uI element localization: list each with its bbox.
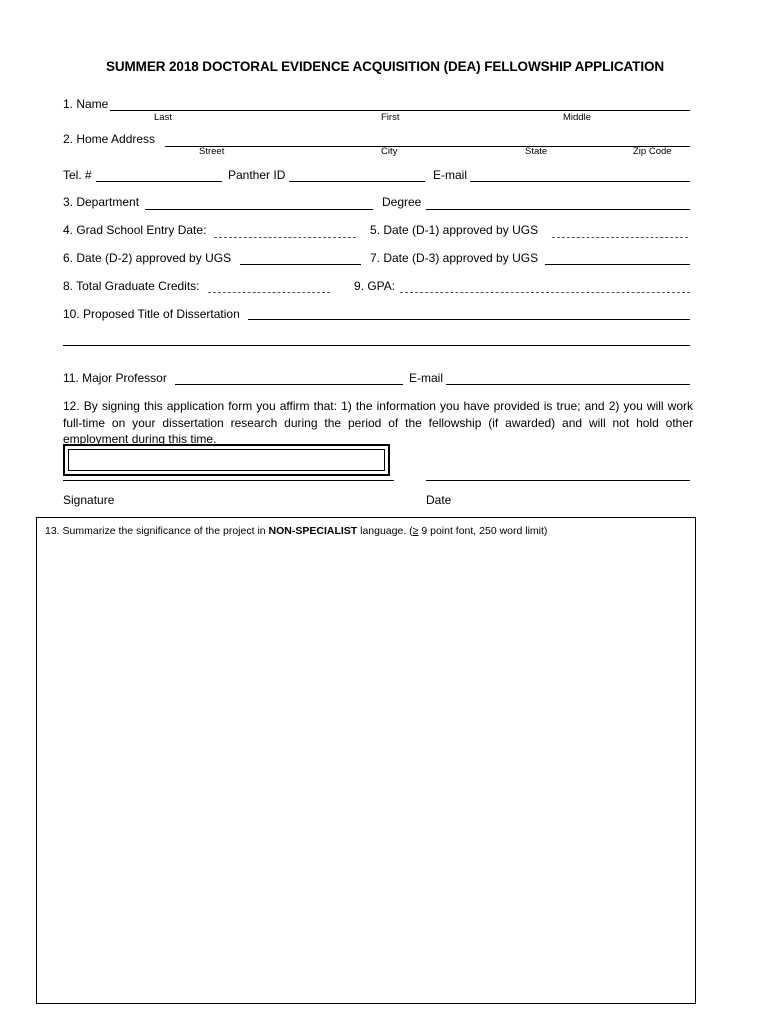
- name-field[interactable]: [110, 96, 690, 111]
- tel-label: Tel. #: [63, 168, 92, 182]
- email-field[interactable]: [470, 167, 690, 182]
- first-name-caption: First: [381, 112, 400, 123]
- d1-date-field[interactable]: [552, 237, 688, 238]
- street-caption: Street: [199, 146, 225, 157]
- date-label: Date: [426, 493, 452, 507]
- form-title: SUMMER 2018 DOCTORAL EVIDENCE ACQUISITION (DEA) FELLOWSHIP APPLICATION: [105, 59, 665, 74]
- date-line[interactable]: [426, 480, 690, 481]
- major-professor-field[interactable]: [175, 370, 403, 385]
- d3-date-field[interactable]: [545, 250, 690, 265]
- last-name-caption: Last: [154, 112, 172, 123]
- degree-label: Degree: [382, 195, 422, 209]
- signature-line: [63, 480, 394, 481]
- tel-field[interactable]: [96, 167, 222, 182]
- signature-label: Signature: [63, 493, 115, 507]
- city-caption: City: [381, 146, 398, 157]
- zip-code-caption: Zip Code: [633, 146, 672, 157]
- gpa-label: 9. GPA:: [354, 279, 396, 293]
- name-label: 1. Name: [63, 97, 109, 111]
- gpa-field[interactable]: [400, 292, 690, 293]
- panther-id-label: Panther ID: [228, 168, 286, 182]
- signature-box[interactable]: [63, 444, 390, 476]
- state-caption: State: [525, 146, 548, 157]
- home-address-label: 2. Home Address: [63, 132, 156, 146]
- summary-box[interactable]: [36, 517, 696, 1004]
- department-field[interactable]: [145, 195, 373, 210]
- email-label: E-mail: [433, 168, 468, 182]
- department-label: 3. Department: [63, 195, 140, 209]
- middle-name-caption: Middle: [563, 112, 591, 123]
- credits-field[interactable]: [208, 292, 330, 293]
- professor-email-label: E-mail: [409, 371, 444, 385]
- credits-label: 8. Total Graduate Credits:: [63, 279, 200, 293]
- dissertation-title-label: 10. Proposed Title of Dissertation: [63, 307, 240, 321]
- dissertation-title-field[interactable]: [248, 305, 690, 320]
- d2-date-field[interactable]: [240, 250, 361, 265]
- d1-date-label: 5. Date (D-1) approved by UGS: [370, 223, 539, 237]
- major-professor-label: 11. Major Professor: [63, 371, 167, 385]
- degree-field[interactable]: [426, 195, 690, 210]
- home-address-field[interactable]: [165, 132, 690, 147]
- d2-date-label: 6. Date (D-2) approved by UGS: [63, 251, 232, 265]
- professor-email-field[interactable]: [446, 370, 690, 385]
- entry-date-label: 4. Grad School Entry Date:: [63, 223, 207, 237]
- d3-date-label: 7. Date (D-3) approved by UGS: [370, 251, 539, 265]
- panther-id-field[interactable]: [289, 167, 425, 182]
- dissertation-title-field-line2[interactable]: [63, 331, 690, 346]
- summary-prompt: 13. Summarize the significance of the project in NON-SPECIALIST language. (≥ 9 point font, 250 word limit): [45, 525, 548, 537]
- affirmation-text: 12. By signing this application form you affirm that: 1) the information you have provided is true; and 2) you will work full-time on your dissertation research during the period of the fellowship (if awarded) and will not hold other employment during this time.: [63, 399, 693, 446]
- entry-date-field[interactable]: [214, 237, 356, 238]
